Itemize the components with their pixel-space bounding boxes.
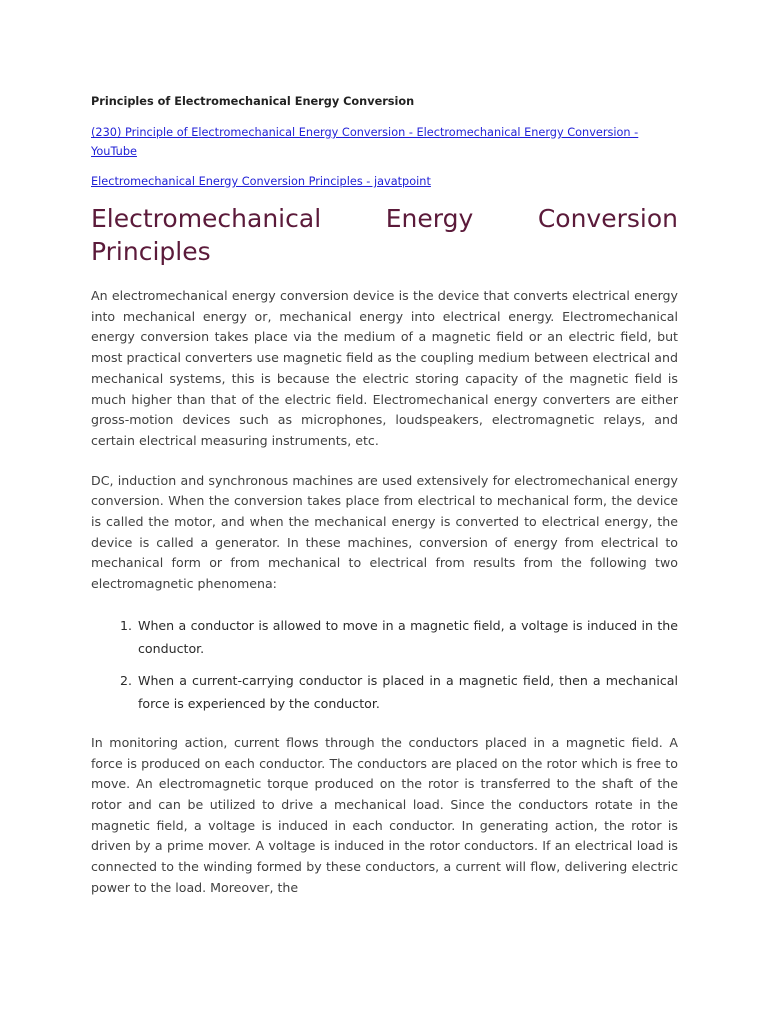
intro-paragraph: An electromechanical energy conversion device is the device that converts electrical energy into mechanical energy or, mechanical energy into electrical energy. Electromechanical energy conversion takes place via the medium of a magnetic field or an electric field, but most practical converters use magnetic field as the coupling medium between electrical and mechanical systems, this is because the electric storing capacity of the magnetic field is much higher than that of the electric field. Electromechanical energy converters are either gross-motion devices such as microphones, loudspeakers, electromagnetic relays, and certain electrical measuring instruments, etc.	[91, 288, 678, 448]
list-item: 1. When a conductor is allowed to move in a magnetic field, a voltage is induced in the conductor.	[136, 614, 678, 660]
heading-word: Energy	[385, 204, 474, 233]
heading-line-2: Principles	[91, 237, 211, 266]
phenomena-list	[91, 614, 678, 715]
list-item: 2. When a current-carrying conductor is placed in a magnetic field, then a mechanical force is experienced by the conductor.	[136, 669, 678, 715]
main-heading	[91, 202, 678, 268]
document-title: Principles of Electromechanical Energy Conversion	[91, 95, 415, 108]
heading-line-1	[91, 202, 678, 235]
youtube-link[interactable]: (230) Principle of Electromechanical Energy Conversion - Electromechanical Energy Conversion - YouTube	[91, 126, 639, 158]
javatpoint-link[interactable]: Electromechanical Energy Conversion Principles - javatpoint	[91, 175, 431, 188]
heading-word: Electromechanical	[91, 204, 322, 233]
machines-paragraph: DC, induction and synchronous machines are used extensively for electromechanical energy conversion. When the conversion takes place from electrical to mechanical form, the device is called the motor, and when the mechanical energy is converted to electrical energy, the device is called a generator. In these machines, conversion of energy from electrical to mechanical form or from mechanical to electrical from results from the following two electromagnetic phenomena:	[91, 472, 678, 592]
monitoring-paragraph: In monitoring action, current flows through the conductors placed in a magnetic field. A force is produced on each conductor. The conductors are placed on the rotor which is free to move. An electromagnetic torque produced on the rotor is transferred to the shaft of the rotor and can be utilized to drive a mechanical load. Since the conductors rotate in the magnetic field, a voltage is induced in each conductor. In generating action, the rotor is driven by a prime mover. A voltage is induced in the rotor conductors. If an electrical load is connected to the winding formed by these conductors, a current will flow, delivering electric power to the load. Moreover, the	[91, 734, 678, 895]
heading-word: Conversion	[537, 204, 678, 233]
